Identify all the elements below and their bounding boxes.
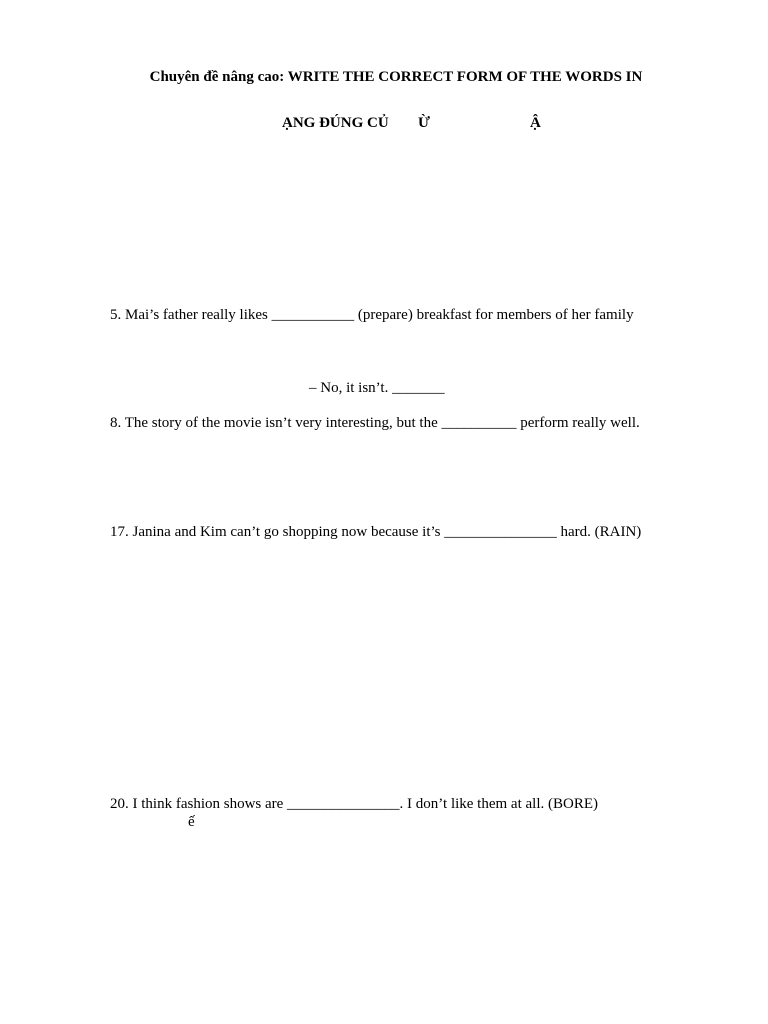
answer-line: – No, it isn’t. _______ — [309, 380, 445, 396]
question-20: 20. I think fashion shows are _______________. I don’t like them at all. (BORE) — [110, 796, 598, 812]
subtitle-part-2: Ừ — [418, 115, 430, 131]
question-17: 17. Janina and Kim can’t go shopping now because it’s _______________ hard. (RAIN) — [110, 524, 642, 540]
question-8: 8. The story of the movie isn’t very interesting, but the __________ perform really well. — [110, 415, 640, 431]
page-title: Chuyên đề nâng cao: WRITE THE CORRECT FORM OF THE WORDS IN — [149, 69, 643, 85]
subtitle-part-3: Ậ — [530, 115, 541, 131]
subtitle-part-1: ẠNG ĐÚNG CỦ — [282, 115, 389, 131]
stray-character: ế — [188, 814, 195, 830]
question-5: 5. Mai’s father really likes ___________ (prepare) breakfast for members of her family — [110, 307, 634, 323]
